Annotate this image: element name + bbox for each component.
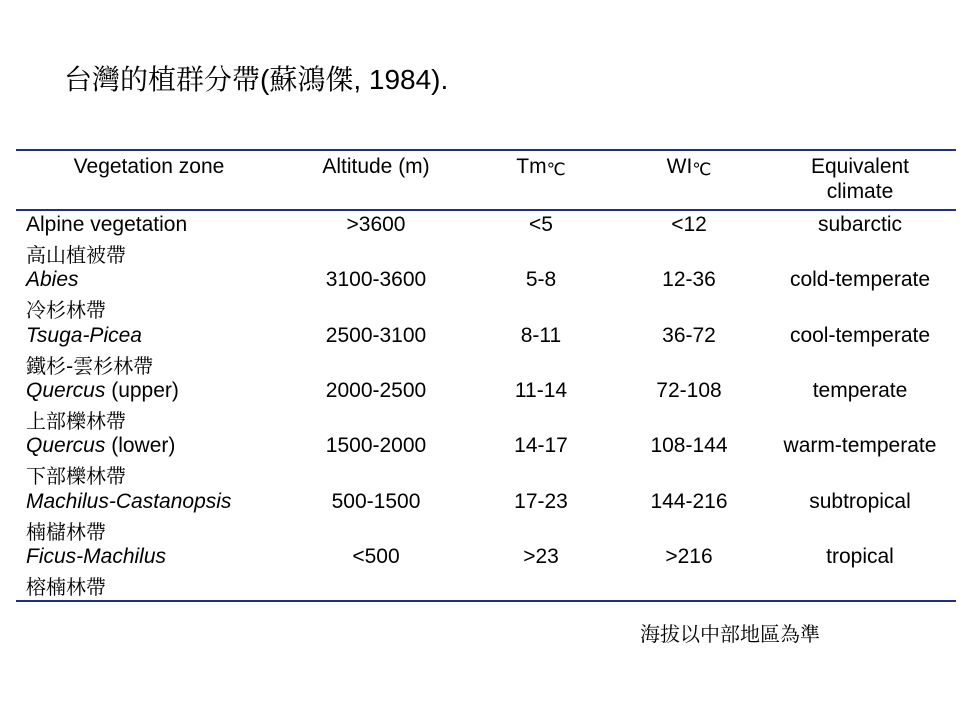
zone-name [26,213,187,237]
header-wi-label: WI [666,155,693,178]
tm-cell: 17-23 [514,490,568,513]
header-equivalent-climate [762,155,958,204]
altitude-cell: 2000-2500 [325,379,427,402]
tm-cell: 8-11 [520,324,562,347]
header-climate-line2: climate [826,180,894,203]
climate-cell: subarctic [817,213,903,236]
wi-cell: <12 [671,213,707,236]
zone-name-plain: Alpine vegetation [26,213,188,236]
header-vegetation-zone: Vegetation zone [73,155,225,178]
zone-name [26,434,175,458]
climate-cell: tropical [826,545,894,568]
tm-cell: <5 [529,213,553,236]
zone-name-zh: 上部櫟林帶 [26,409,126,433]
tm-cell: 11-14 [514,379,568,402]
altitude-cell: >3600 [346,213,406,236]
zone-name-genus: Machilus-Castanopsis [26,490,232,513]
header-climate-line1: Equivalent [810,155,910,178]
tm-cell: >23 [523,545,559,568]
altitude-cell: <500 [352,545,400,568]
zone-name-zh: 楠櫧林帶 [26,520,106,544]
tm-cell: 14-17 [514,434,568,457]
zone-name-genus: Quercus [26,434,106,457]
zone-name [26,324,142,348]
wi-cell: 144-216 [650,490,728,513]
zone-name [26,379,179,403]
zone-name [26,545,166,569]
climate-cell: subtropical [809,490,911,513]
wi-cell: 12-36 [662,268,716,291]
zone-name-genus: Quercus [26,379,106,402]
zone-name-suffix: (lower) [105,434,176,457]
footnote: 海拔以中部地區為準 [640,622,820,646]
zone-name-zh: 鐵杉-雲杉林帶 [26,354,154,378]
zone-name-genus: Abies [26,268,79,291]
zone-name-suffix: (upper) [105,379,179,402]
altitude-cell: 500-1500 [331,490,421,513]
header-altitude: Altitude (m) [322,155,430,178]
altitude-cell: 1500-2000 [325,434,427,457]
climate-cell: cool-temperate [789,324,931,347]
climate-cell: cold-temperate [789,268,931,291]
page-title: 台灣的植群分帶(蘇鴻傑, 1984). [64,64,449,95]
header-wi-unit: ℃ [692,160,712,179]
zone-name [26,490,231,514]
altitude-cell: 3100-3600 [325,268,427,291]
zone-name-zh: 榕楠林帶 [26,575,106,599]
header-wi [616,155,762,180]
wi-cell: >216 [665,545,713,568]
header-tm-unit: ℃ [546,160,566,179]
table-header-rule [16,209,956,211]
wi-cell: 72-108 [656,379,722,402]
zone-name-zh: 高山植被帶 [26,243,126,267]
zone-name [26,268,79,292]
zone-name-zh: 下部櫟林帶 [26,464,126,488]
header-tm-label: Tm [516,155,547,178]
climate-cell: warm-temperate [783,434,937,457]
tm-cell: 5-8 [525,268,557,291]
altitude-cell: 2500-3100 [325,324,427,347]
wi-cell: 36-72 [662,324,716,347]
zone-name-genus: Ficus-Machilus [26,545,167,568]
wi-cell: 108-144 [650,434,728,457]
zone-name-genus: Tsuga-Picea [26,324,142,347]
table-bottom-rule [16,600,956,602]
zone-name-zh: 冷杉林帶 [26,298,106,322]
climate-cell: temperate [812,379,908,402]
table-top-rule [16,149,956,151]
header-tm [470,155,612,180]
